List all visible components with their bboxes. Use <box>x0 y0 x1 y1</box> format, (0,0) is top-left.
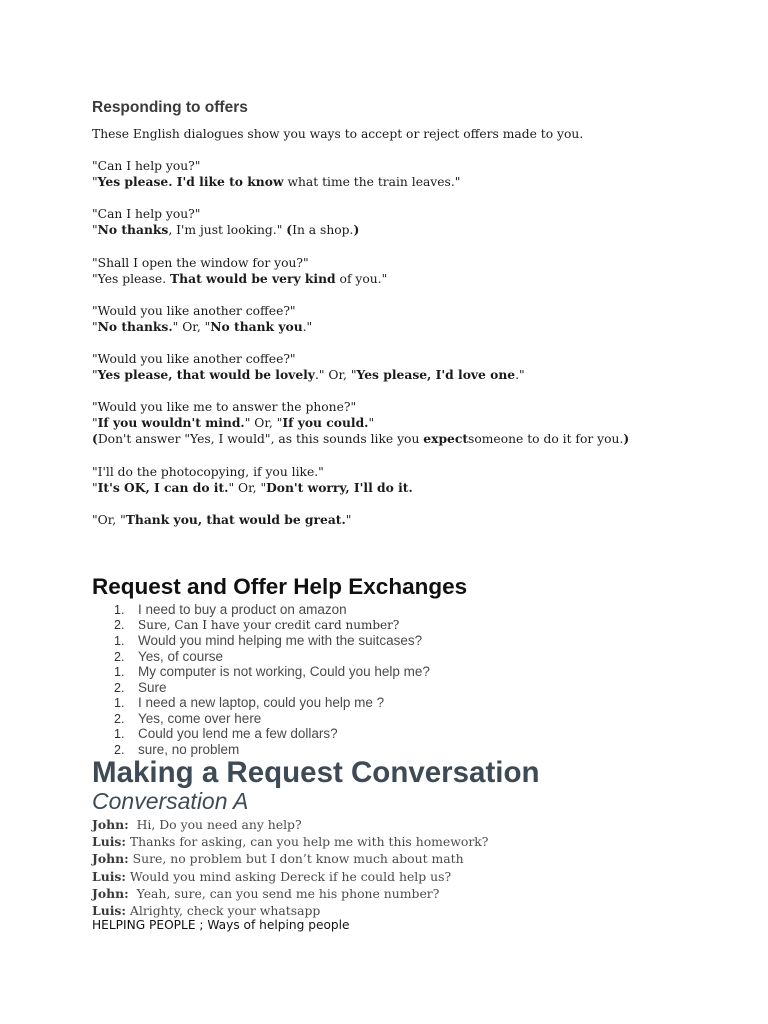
section-heading-offers: Responding to offers <box>92 99 248 116</box>
speaker-label: John: <box>92 885 129 901</box>
list-item: 1. I need a new laptop, could you help me ? <box>114 695 385 710</box>
conversation-subheading: Conversation A <box>92 788 249 814</box>
list-item: 1. I need to buy a product on amazon <box>114 602 347 617</box>
speaker-label: John: <box>92 817 129 832</box>
speaker-label: John: <box>92 851 129 867</box>
list-item: 2. Sure <box>114 679 167 695</box>
dialogue-question: "Would you like another coffee?" <box>92 352 296 366</box>
speaker-label: Luis: <box>92 868 126 884</box>
section-heading-exchanges: Request and Offer Help Exchanges <box>92 574 468 599</box>
dialogue-note: (Don't answer "Yes, I would", as this sounds like you expectsomeone to do it for you.) <box>92 431 630 446</box>
helping-people-line: HELPING PEOPLE ; Ways of helping people <box>92 918 350 932</box>
dialogue-answer: "Yes please. I'd like to know what time the train leaves." <box>92 174 461 189</box>
list-item: 2. Yes, of course <box>114 648 224 664</box>
exchanges-list <box>92 602 430 757</box>
dialogue-question: "Can I help you?" <box>92 159 201 173</box>
dialogue-answer: "No thanks." Or, "No thank you." <box>92 319 313 334</box>
conversation-line: Luis: Thanks for asking, can you help me with this homework? <box>92 834 489 850</box>
list-item: 1. Could you lend me a few dollars? <box>114 726 338 741</box>
dialogue-question: "Shall I open the window for you?" <box>92 256 309 270</box>
dialogue-question: "Can I help you?" <box>92 207 201 221</box>
dialogue-answer: "No thanks, I'm just looking." (In a shop.) <box>92 222 360 237</box>
list-item: 2. Sure, Can I have your credit card number? <box>114 617 400 632</box>
list-item: 2. sure, no problem <box>114 741 240 757</box>
dialogue-answer: "It's OK, I can do it." Or, "Don't worry, I'll do it. <box>92 480 413 495</box>
conversation-transcript <box>92 816 488 919</box>
conversation-line: Luis: Would you mind asking Dereck if he could help us? <box>92 868 452 884</box>
conversation-line: John: Sure, no problem but I don’t know much about math <box>92 851 464 867</box>
conversation-line: John: Yeah, sure, can you send me his phone number? <box>92 885 440 901</box>
dialogue-question: "I'll do the photocopying, if you like." <box>92 465 324 479</box>
conversation-line: John: Hi, Do you need any help? <box>92 817 302 832</box>
list-item: 1. Would you mind helping me with the suitcases? <box>114 633 423 648</box>
dialogue-answer: "Yes please. That would be very kind of you." <box>92 271 388 286</box>
speaker-label: Luis: <box>92 834 126 850</box>
dialogue-answer: "Yes please, that would be lovely." Or, "Yes please, I'd love one." <box>92 367 525 382</box>
dialogue-question: "Would you like another coffee?" <box>92 304 296 318</box>
list-item: 2. Yes, come over here <box>114 710 262 726</box>
section-heading-conversation: Making a Request Conversation <box>92 756 540 789</box>
speaker-label: Luis: <box>92 902 126 918</box>
list-item: 1. My computer is not working, Could you help me? <box>114 664 430 679</box>
conversation-line: Luis: Alrighty, check your whatsapp <box>92 902 321 918</box>
offers-intro: These English dialogues show you ways to accept or reject offers made to you. <box>92 127 584 141</box>
dialogue-answer: "If you wouldn't mind." Or, "If you could." <box>92 415 375 430</box>
dialogue-answer: "Or, "Thank you, that would be great." <box>92 512 352 527</box>
dialogue-question: "Would you like me to answer the phone?" <box>92 400 357 414</box>
